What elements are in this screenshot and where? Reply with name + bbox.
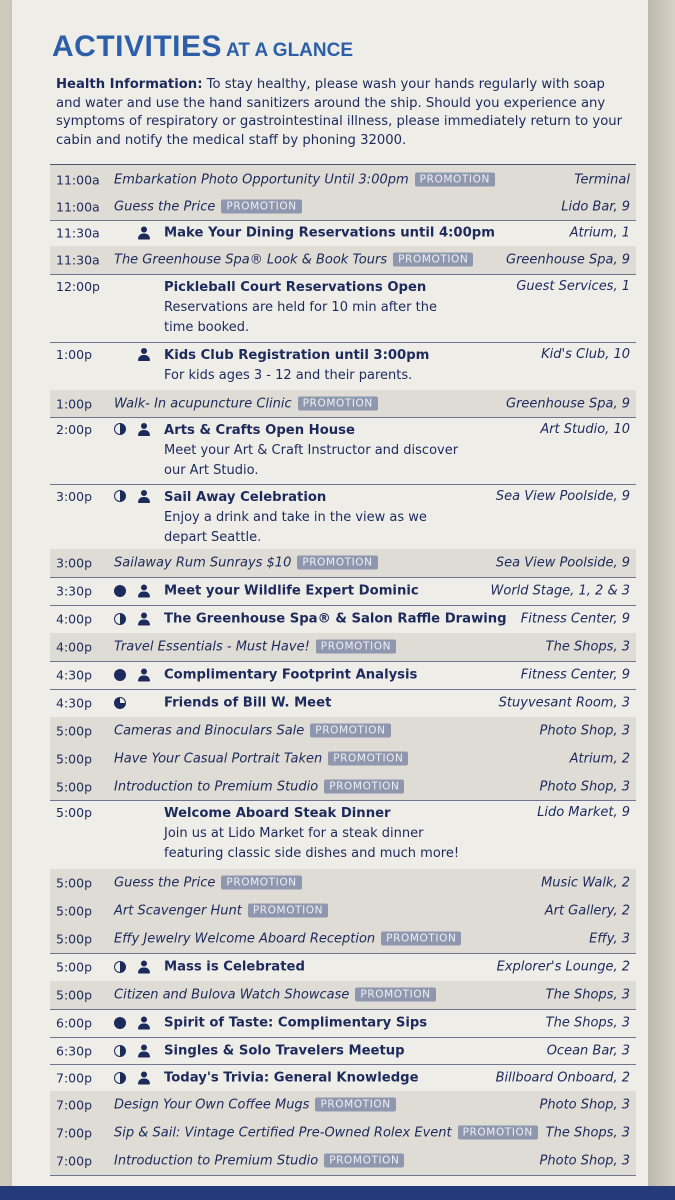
health-information <box>56 76 628 150</box>
event-location: Sea View Poolside, 9 <box>495 555 630 571</box>
event-title-text: Embarkation Photo Opportunity Until 3:00pm <box>114 172 409 187</box>
event-title <box>114 200 302 215</box>
event-title <box>114 779 404 794</box>
event-title-text: Citizen and Bulova Watch Showcase <box>114 987 350 1003</box>
table-row <box>50 549 636 577</box>
promotion-badge: PROMOTION <box>324 1154 404 1168</box>
event-location: The Shops, 3 <box>545 987 630 1003</box>
event-title: Today's Trivia: General Knowledge <box>164 1070 419 1085</box>
event-subtitle: Enjoy a drink and take in the view as we depart Seattle. <box>164 510 427 545</box>
event-time: 5:00p <box>56 903 93 919</box>
event-location: Photo Shop, 3 <box>539 779 630 794</box>
half-circle-icon <box>114 423 126 435</box>
event-time: 7:00p <box>56 1070 93 1085</box>
event-location: Atrium, 2 <box>569 751 630 767</box>
event-time: 5:00p <box>56 751 93 767</box>
event-location: World Stage, 1, 2 & 3 <box>490 583 630 599</box>
event-title-text: Effy Jewelry Welcome Aboard Reception <box>114 931 376 947</box>
promotion-badge: PROMOTION <box>324 779 404 793</box>
event-location: Greenhouse Spa, 9 <box>506 396 630 411</box>
half-circle-icon <box>114 1072 126 1084</box>
health-text: To stay healthy, please wash your hands regularly with soap and water and use the hand sanitizers around the ship. Should you experience any symptoms of respiratory or gastrointestinal illness, please immediately return to your cabin and notify the medical staff by phoning 32000. <box>56 77 623 148</box>
title-main: ACTIVITIES <box>52 30 223 63</box>
event-title-text: Pickleball Court Reservations Open <box>164 280 427 295</box>
event-subtitle: Meet your Art & Craft Instructor and discover our Art Studio. <box>164 443 459 478</box>
event-title <box>114 1126 538 1141</box>
event-time: 4:30p <box>56 695 93 711</box>
event-title-text: Have Your Casual Portrait Taken <box>114 751 323 767</box>
half-circle-icon <box>114 490 126 502</box>
event-time: 7:00p <box>56 1153 93 1169</box>
person-icon <box>138 423 150 436</box>
event-time: 4:30p <box>56 667 93 683</box>
event-title-text: Sailaway Rum Sunrays $10 <box>114 555 292 571</box>
table-row <box>50 165 636 194</box>
event-location: Art Gallery, 2 <box>544 903 630 919</box>
event-title <box>164 804 464 864</box>
event-time: 11:00a <box>56 172 100 187</box>
event-title-text: Design Your Own Coffee Mugs <box>114 1097 310 1113</box>
promotion-badge: PROMOTION <box>381 932 461 946</box>
event-time: 4:00p <box>56 611 93 627</box>
event-location: Ocean Bar, 3 <box>546 1043 630 1058</box>
table-row <box>50 717 636 745</box>
event-title <box>114 988 436 1003</box>
page-title <box>52 30 353 64</box>
table-row <box>50 800 636 869</box>
event-title: Singles & Solo Travelers Meetup <box>164 1043 405 1058</box>
table-row <box>50 897 636 925</box>
event-title <box>114 904 328 919</box>
promotion-badge: PROMOTION <box>297 556 377 570</box>
event-location: The Shops, 3 <box>545 1125 630 1141</box>
person-icon <box>138 585 150 598</box>
event-time: 5:00p <box>56 931 93 947</box>
promotion-badge: PROMOTION <box>355 988 435 1002</box>
event-location: Fitness Center, 9 <box>520 611 630 627</box>
event-title <box>114 1098 396 1113</box>
event-time: 3:00p <box>56 489 93 504</box>
person-icon <box>138 348 150 361</box>
event-title <box>164 278 464 338</box>
promotion-badge: PROMOTION <box>328 752 408 766</box>
event-location: The Shops, 3 <box>545 639 630 655</box>
person-icon <box>138 227 150 240</box>
promotion-badge: PROMOTION <box>221 876 301 890</box>
event-location: Billboard Onboard, 2 <box>495 1070 630 1085</box>
event-title-text: Walk- In acupuncture Clinic <box>114 396 292 411</box>
event-title-text: Arts & Crafts Open House <box>164 423 355 438</box>
promotion-badge: PROMOTION <box>415 172 495 186</box>
event-title-text: Introduction to Premium Studio <box>114 1153 319 1169</box>
table-row <box>50 1147 636 1175</box>
event-location: Guest Services, 1 <box>516 279 630 294</box>
table-row <box>50 1037 636 1064</box>
event-time: 3:30p <box>56 583 93 599</box>
event-time: 5:00p <box>56 959 93 975</box>
event-title-text: Sip & Sail: Vintage Certified Pre-Owned Rolex Event <box>114 1125 452 1141</box>
event-subtitle: Reservations are held for 10 min after the time booked. <box>164 300 437 335</box>
event-title: The Greenhouse Spa® & Salon Raffle Drawing <box>164 611 507 627</box>
event-title: Make Your Dining Reservations until 4:00pm <box>164 225 495 241</box>
event-location: Lido Bar, 9 <box>561 199 630 215</box>
promotion-badge: PROMOTION <box>316 640 396 654</box>
event-time: 3:00p <box>56 555 93 571</box>
event-time: 5:00p <box>56 723 93 739</box>
person-icon <box>138 961 150 974</box>
event-location: Explorer's Lounge, 2 <box>496 959 630 975</box>
event-time: 6:30p <box>56 1043 93 1058</box>
event-title-text: Cameras and Binoculars Sale <box>114 723 305 739</box>
full-circle-icon <box>114 1017 126 1029</box>
promotion-badge: PROMOTION <box>458 1126 538 1140</box>
event-location: Sea View Poolside, 9 <box>495 489 630 504</box>
person-icon <box>138 1071 150 1084</box>
event-location: The Shops, 3 <box>545 1015 630 1031</box>
half-circle-icon <box>114 961 126 973</box>
event-title <box>114 172 495 187</box>
table-row <box>50 577 636 605</box>
event-location: Lido Market, 9 <box>537 805 630 820</box>
person-icon <box>138 490 150 503</box>
promotion-badge: PROMOTION <box>221 200 301 214</box>
event-location: Atrium, 1 <box>569 225 630 241</box>
table-row <box>50 417 636 484</box>
event-location: Art Studio, 10 <box>540 422 630 437</box>
full-circle-icon <box>114 585 126 597</box>
person-icon <box>138 1044 150 1057</box>
event-title-text: Welcome Aboard Steak Dinner <box>164 806 391 821</box>
event-time: 7:00p <box>56 1125 93 1141</box>
page-edge <box>648 0 675 1188</box>
event-title-text: Introduction to Premium Studio <box>114 779 319 794</box>
event-location: Kid's Club, 10 <box>541 347 630 362</box>
table-row <box>50 1009 636 1037</box>
table-row <box>50 869 636 897</box>
table-row <box>50 1064 636 1091</box>
event-subtitle: Join us at Lido Market for a steak dinner featuring classic side dishes and much more! <box>164 826 460 861</box>
promotion-badge: PROMOTION <box>248 904 328 918</box>
title-rest: AT A GLANCE <box>226 40 354 61</box>
event-title-text: Art Scavenger Hunt <box>114 903 242 919</box>
event-time: 1:00p <box>56 347 93 362</box>
event-title <box>114 1154 404 1169</box>
event-time: 6:00p <box>56 1015 93 1031</box>
table-row <box>50 220 636 246</box>
event-title <box>114 640 396 655</box>
table-row <box>50 194 636 220</box>
event-title <box>164 421 464 481</box>
event-title: Friends of Bill W. Meet <box>164 695 332 711</box>
event-location: Fitness Center, 9 <box>520 667 630 683</box>
table-row <box>50 605 636 633</box>
health-label: Health Information: <box>56 77 203 92</box>
event-time: 12:00p <box>56 279 100 294</box>
half-circle-icon <box>114 1045 126 1057</box>
table-row <box>50 745 636 773</box>
table-row <box>50 925 636 953</box>
table-row <box>50 953 636 981</box>
event-time: 7:00p <box>56 1097 93 1113</box>
event-title <box>114 396 378 411</box>
event-location: Greenhouse Spa, 9 <box>506 252 630 268</box>
event-title <box>164 488 464 548</box>
promotion-badge: PROMOTION <box>393 253 473 267</box>
event-title-text: Guess the Price <box>114 199 216 215</box>
event-location: Photo Shop, 3 <box>539 723 630 739</box>
event-time: 1:00p <box>56 396 93 411</box>
person-icon <box>138 669 150 682</box>
table-row <box>50 274 636 342</box>
table-row <box>50 342 636 390</box>
bottom-bar <box>0 1186 675 1200</box>
promotion-badge: PROMOTION <box>315 1098 395 1112</box>
table-row <box>50 689 636 717</box>
event-title <box>164 346 464 386</box>
promotion-badge: PROMOTION <box>310 724 390 738</box>
table-row <box>50 633 636 661</box>
table-row <box>50 981 636 1009</box>
event-title: Complimentary Footprint Analysis <box>164 667 418 683</box>
event-location: Photo Shop, 3 <box>539 1097 630 1113</box>
table-row <box>50 1091 636 1119</box>
event-time: 5:00p <box>56 779 93 794</box>
event-time: 5:00p <box>56 987 93 1003</box>
table-row <box>50 661 636 689</box>
full-circle-icon <box>114 669 126 681</box>
event-time: 5:00p <box>56 875 93 891</box>
event-title-text: Kids Club Registration until 3:00pm <box>164 348 430 363</box>
event-title <box>114 876 302 891</box>
event-time: 11:30a <box>56 225 100 241</box>
event-title: Mass is Celebrated <box>164 959 305 975</box>
event-location: Effy, 3 <box>589 931 630 947</box>
table-row <box>50 484 636 549</box>
three-quarter-circle-icon <box>114 697 126 709</box>
event-title-text: Guess the Price <box>114 875 216 891</box>
event-title <box>114 752 408 767</box>
schedule-page <box>12 0 648 1188</box>
event-time: 5:00p <box>56 805 93 820</box>
event-time: 11:30a <box>56 252 100 268</box>
event-title-text: The Greenhouse Spa® Look & Book Tours <box>114 252 388 268</box>
event-title: Spirit of Taste: Complimentary Sips <box>164 1015 428 1031</box>
event-title-text: Travel Essentials - Must Have! <box>114 639 310 655</box>
event-title <box>114 724 391 739</box>
half-circle-icon <box>114 613 126 625</box>
table-row <box>50 1119 636 1147</box>
event-time: 11:00a <box>56 199 100 215</box>
event-title <box>114 253 473 268</box>
table-row <box>50 246 636 274</box>
table-row <box>50 773 636 800</box>
event-location: Music Walk, 2 <box>541 875 630 891</box>
event-location: Stuyvesant Room, 3 <box>498 695 630 711</box>
table-row <box>50 390 636 417</box>
event-time: 4:00p <box>56 639 93 655</box>
row-divider <box>50 1175 636 1176</box>
promotion-badge: PROMOTION <box>298 396 378 410</box>
event-title <box>114 932 461 947</box>
person-icon <box>138 1017 150 1030</box>
event-title <box>114 556 378 571</box>
event-location: Photo Shop, 3 <box>539 1153 630 1169</box>
event-title-text: Sail Away Celebration <box>164 490 327 505</box>
event-subtitle: For kids ages 3 - 12 and their parents. <box>164 368 413 383</box>
event-time: 2:00p <box>56 422 93 437</box>
event-location: Terminal <box>574 172 630 187</box>
event-title: Meet your Wildlife Expert Dominic <box>164 583 419 599</box>
person-icon <box>138 613 150 626</box>
